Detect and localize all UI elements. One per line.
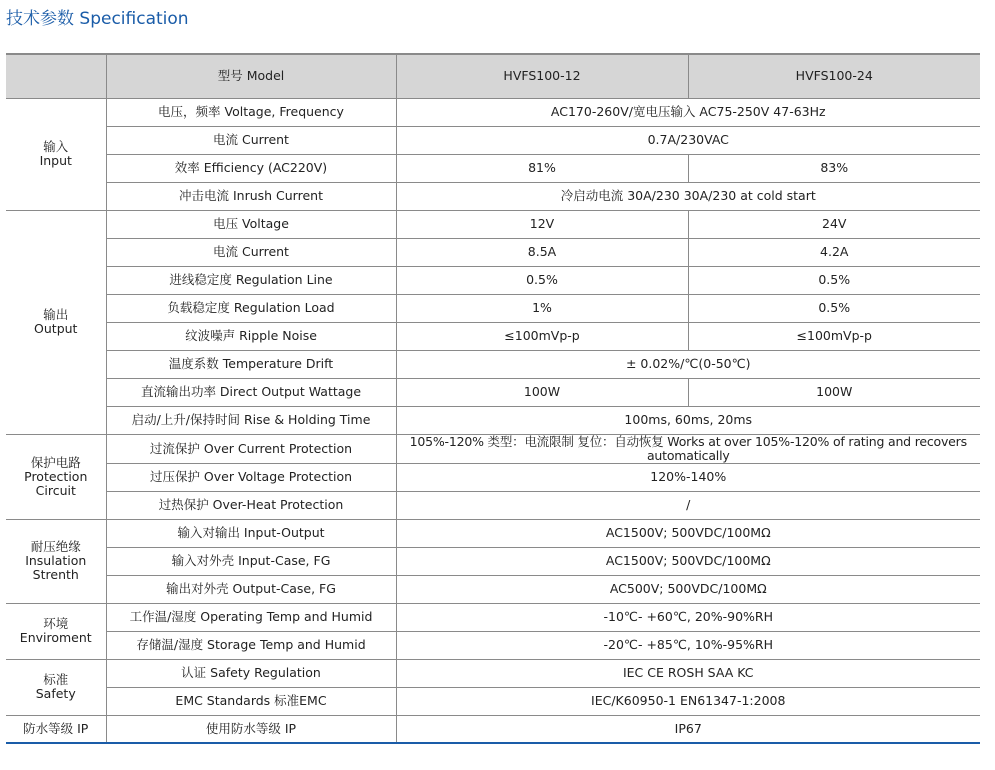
category-label-en: Safety <box>35 686 76 701</box>
table-row <box>6 126 980 154</box>
table-row <box>6 98 980 126</box>
category-input <box>6 98 106 210</box>
value-cell-a: 12V <box>396 210 688 238</box>
table-row <box>6 631 980 659</box>
item-label: 效率 Efficiency (AC220V) <box>106 154 396 182</box>
value-cell: 100ms, 60ms, 20ms <box>396 406 980 434</box>
category-label-zh: 环境 <box>43 616 69 631</box>
item-label: 进线稳定度 Regulation Line <box>106 266 396 294</box>
table-row <box>6 350 980 378</box>
item-label: 过压保护 Over Voltage Protection <box>106 463 396 491</box>
table-row <box>6 406 980 434</box>
value-cell-b: 4.2A <box>688 238 980 266</box>
value-cell: AC170-260V/宽电压输入 AC75-250V 47-63Hz <box>396 98 980 126</box>
value-cell: -20℃- +85℃, 10%-95%RH <box>396 631 980 659</box>
value-cell: AC1500V; 500VDC/100MΩ <box>396 519 980 547</box>
category-label-en: Circuit <box>35 482 76 498</box>
value-cell-a: 8.5A <box>396 238 688 266</box>
item-label: 输出对外壳 Output-Case, FG <box>106 575 396 603</box>
item-label: 过热保护 Over-Heat Protection <box>106 491 396 519</box>
table-row <box>6 322 980 350</box>
category-label-en: Input <box>39 153 72 168</box>
table-row <box>6 603 980 631</box>
value-cell: 冷启动电流 30A/230 30A/230 at cold start <box>396 182 980 210</box>
header-category-cell <box>6 54 106 98</box>
table-row <box>6 294 980 322</box>
table-row <box>6 519 980 547</box>
category-label-zh: 耐压绝缘 <box>30 539 81 554</box>
category-label-zh: 输出 <box>43 307 69 322</box>
category-label-en: Protection <box>24 468 88 484</box>
value-cell: 120%-140% <box>396 463 980 491</box>
item-label: 电流 Current <box>106 238 396 266</box>
item-label: 负载稳定度 Regulation Load <box>106 294 396 322</box>
category-label-en: Strenth <box>32 567 79 582</box>
item-label: 输入对输出 Input-Output <box>106 519 396 547</box>
item-label: 纹波噪声 Ripple Noise <box>106 322 396 350</box>
table-row <box>6 182 980 210</box>
table-row <box>6 266 980 294</box>
category-label-zh: 输入 <box>43 139 69 154</box>
item-label: 输入对外壳 Input-Case, FG <box>106 547 396 575</box>
value-cell-a: 81% <box>396 154 688 182</box>
value-cell-a: ≤100mVp-p <box>396 322 688 350</box>
value-cell-a: 1% <box>396 294 688 322</box>
value-cell: / <box>396 491 980 519</box>
table-row <box>6 659 980 687</box>
item-label: 温度系数 Temperature Drift <box>106 350 396 378</box>
value-cell: 0.7A/230VAC <box>396 126 980 154</box>
item-label: 过流保护 Over Current Protection <box>106 434 396 463</box>
table-row <box>6 210 980 238</box>
category-safety <box>6 659 106 715</box>
category-output <box>6 210 106 434</box>
item-label: 使用防水等级 IP <box>106 715 396 743</box>
value-cell-b: 83% <box>688 154 980 182</box>
spec-table <box>6 53 980 744</box>
category-label-zh: 标准 <box>43 672 69 687</box>
value-cell-b: 24V <box>688 210 980 238</box>
value-cell-a: 100W <box>396 378 688 406</box>
table-row <box>6 378 980 406</box>
category-label-en: Insulation <box>25 553 87 568</box>
table-row <box>6 575 980 603</box>
header-model-b: HVFS100-24 <box>688 54 980 98</box>
item-label: 工作温/湿度 Operating Temp and Humid <box>106 603 396 631</box>
page-title: 技术参数 Specification <box>6 9 189 29</box>
value-cell-b: ≤100mVp-p <box>688 322 980 350</box>
header-model-label: 型号 Model <box>106 54 396 98</box>
value-cell: IEC/K60950-1 EN61347-1:2008 <box>396 687 980 715</box>
table-row <box>6 547 980 575</box>
item-label: 认证 Safety Regulation <box>106 659 396 687</box>
category-environment <box>6 603 106 659</box>
value-cell: ± 0.02%/℃(0-50℃) <box>396 350 980 378</box>
value-cell: 105%-120% 类型：电流限制 复位：自动恢复 Works at over 105%-120% of rating and recovers automatically <box>396 434 980 463</box>
table-row <box>6 463 980 491</box>
value-cell-a: 0.5% <box>396 266 688 294</box>
item-label: EMC Standards 标准EMC <box>106 687 396 715</box>
table-row <box>6 434 980 463</box>
value-cell-b: 0.5% <box>688 266 980 294</box>
value-cell: IP67 <box>396 715 980 743</box>
value-cell-b: 100W <box>688 378 980 406</box>
value-cell: AC500V; 500VDC/100MΩ <box>396 575 980 603</box>
header-model-a: HVFS100-12 <box>396 54 688 98</box>
table-row <box>6 238 980 266</box>
category-label-zh: 保护电路 <box>30 454 81 470</box>
category-waterproof <box>6 715 106 743</box>
header-row <box>6 54 980 98</box>
category-insulation <box>6 519 106 603</box>
item-label: 冲击电流 Inrush Current <box>106 182 396 210</box>
item-label: 直流输出功率 Direct Output Wattage <box>106 378 396 406</box>
item-label: 存储温/湿度 Storage Temp and Humid <box>106 631 396 659</box>
table-row <box>6 687 980 715</box>
category-label-zh: 防水等级 IP <box>23 720 89 736</box>
table-row <box>6 154 980 182</box>
table-row <box>6 491 980 519</box>
value-cell: -10℃- +60℃, 20%-90%RH <box>396 603 980 631</box>
category-label-en: Output <box>34 321 78 336</box>
item-label: 电流 Current <box>106 126 396 154</box>
category-protection <box>6 434 106 519</box>
value-cell: IEC CE ROSH SAA KC <box>396 659 980 687</box>
value-cell: AC1500V; 500VDC/100MΩ <box>396 547 980 575</box>
item-label: 电压，频率 Voltage, Frequency <box>106 98 396 126</box>
table-row <box>6 715 980 743</box>
item-label: 电压 Voltage <box>106 210 396 238</box>
category-label-en: Enviroment <box>19 630 92 645</box>
value-cell-b: 0.5% <box>688 294 980 322</box>
item-label: 启动/上升/保持时间 Rise & Holding Time <box>106 406 396 434</box>
